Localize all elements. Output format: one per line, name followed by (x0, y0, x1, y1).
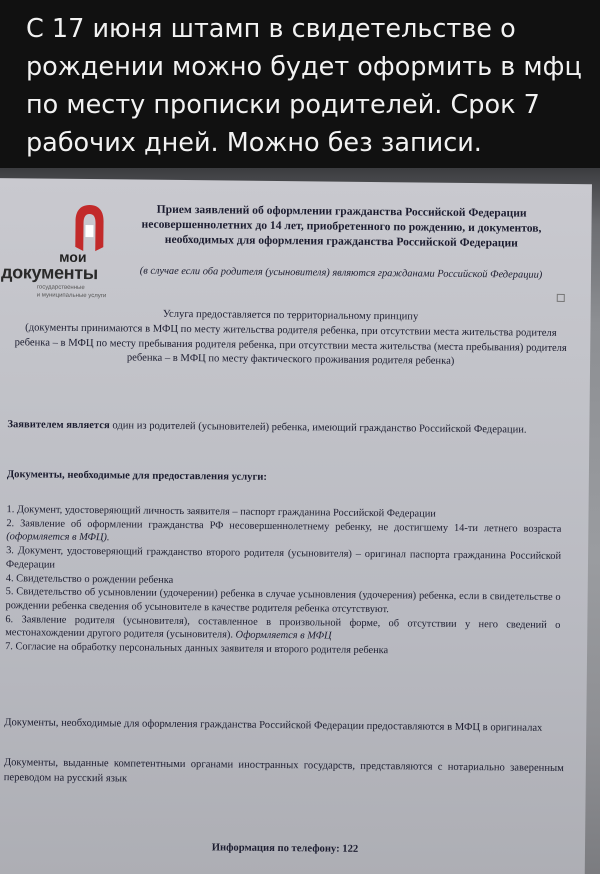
list-item: 4. Свидетельство о рождении ребенка (5, 572, 174, 586)
post-text: С 17 июня штамп в свидетельстве о рождении можно будет оформить в мфц по месту прописки родителей. Срок 7 рабочих дней. Можно без записи. (26, 14, 582, 158)
list-item: 2. Заявление об оформлении гражданства РФ несовершеннолетнему ребенку, не достигшему 14-ти летнего возраста (оформляется в МФЦ). (6, 518, 562, 544)
document-title-note: (в случае если оба родителя (усыновителя) являются гражданами Российской Федерации) (139, 265, 543, 281)
documents-heading: Документы, необходимые для предоставления услуги: (6, 469, 268, 483)
applicant-text: один из родителей (усыновителей) ребенка, имеющий гражданство Российской Федерации. (109, 420, 527, 436)
list-item: 1. Документ, удостоверяющий личность заявителя – паспорт гражданина Российской Федерации (6, 504, 436, 520)
moi-dokumenty-logo (1, 202, 122, 303)
service-details: (документы принимаются в МФЦ по месту жительства родителя ребенка, при отсутствии места жительства родителя ребенка – в МФЦ по месту пребывания родителя ребенка, при отсутствии места жительства (места пребывания) родителя ребенка – в МФЦ по месту фактического проживания родителя ребенка) (14, 322, 567, 367)
note-originals: Документы, необходимые для оформления гражданства Российской Федерации предоставляются в МФЦ в оригиналах (4, 717, 543, 734)
note-translation: Документы, выданные компетентными органами иностранных государств, представляются с нотариально заверенным переводом на русский язык (3, 757, 564, 784)
logo-subtitle-1: государственные (36, 284, 85, 291)
list-item: 5. Свидетельство об усыновлении (удочерении) ребенка в случае усыновления (удочерения) ребенка, если в свидетельстве о рождении ребенка сведения об усыновителе в качестве родителя ребенка отсутствуют. (5, 586, 561, 616)
list-item: 6. Заявление родителя (усыновителя), составленное в произвольной форме, об отсутствии у него сведений о местонахождении другого родителя (усыновителя). Оформляется в МФЦ (5, 613, 561, 642)
phone-info: Информация по телефону: 122 (211, 842, 359, 855)
document-photo[interactable] (0, 168, 600, 874)
applicant-label: Заявителем является (7, 419, 110, 432)
documents-list (5, 503, 562, 660)
document-title: Прием заявлений об оформлении гражданства Российской Федерации несовершеннолетних до 14 лет, приобретенного по рождению, и документов, необходимых для оформления гражданства Российской Федерации (141, 202, 542, 250)
logo-subtitle-2: и муниципальные услуги (36, 292, 107, 300)
document-sheet (0, 178, 592, 874)
list-item: 3. Документ, удостоверяющий гражданство второго родителя (усыновителя) – оригинал паспорта гражданина Российской Федерации (5, 545, 562, 571)
logo-documents-text: документы (0, 262, 99, 284)
logo-moi-text: мои (59, 248, 87, 265)
logo-mark-icon (71, 203, 108, 253)
list-item: 7. Согласие на обработку персональных данных заявителя и второго родителя ребенка (5, 641, 389, 657)
applicant-paragraph (7, 418, 572, 438)
checkbox-mark (557, 294, 565, 302)
service-line: Услуга предоставляется по территориальному принципу (162, 308, 419, 323)
